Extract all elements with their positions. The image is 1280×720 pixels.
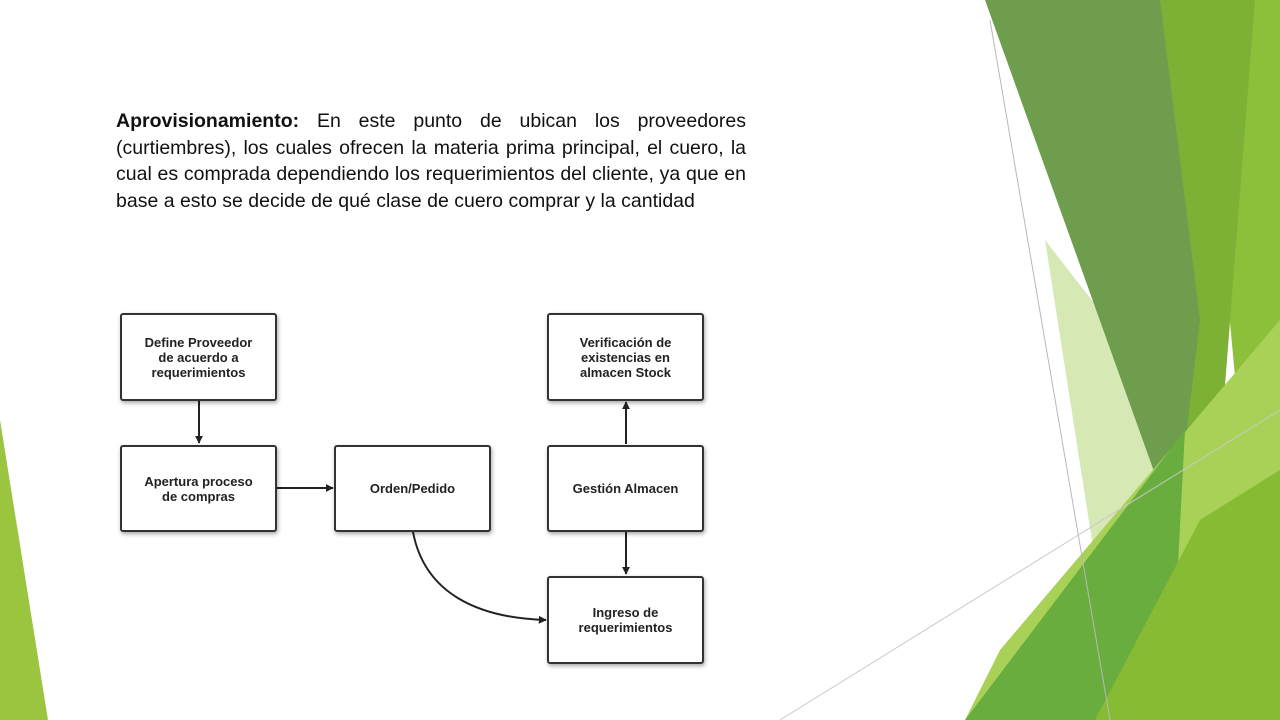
node-apertura-compras-label: Apertura proceso de compras bbox=[144, 473, 253, 504]
node-define-proveedor-label: Define Proveedor de acuerdo a requerimientos bbox=[144, 334, 253, 380]
paragraph-body: En este punto de ubican los proveedores (curtiembres), los cuales ofrecen la materia prima principal, el cuero, la cual es comprada dependiendo los requerimientos del cliente, ya que en base a esto se decide de qué clase de cuero comprar y la cantidad bbox=[116, 110, 746, 212]
node-apertura-compras bbox=[120, 445, 277, 532]
node-define-proveedor bbox=[120, 313, 277, 401]
node-verificacion-existencias-label: Verificación de existencias en almacen Stock bbox=[579, 334, 672, 380]
node-ingreso-requerimientos bbox=[547, 576, 704, 664]
arrow-orden-to-ingreso bbox=[413, 532, 546, 620]
node-verificacion-existencias bbox=[547, 313, 704, 401]
node-gestion-almacen-label: Gestión Almacen bbox=[572, 481, 679, 496]
node-orden-pedido bbox=[334, 445, 491, 532]
node-orden-pedido-label: Orden/Pedido bbox=[369, 481, 456, 496]
paragraph-heading: Aprovisionamiento: bbox=[116, 110, 300, 132]
node-ingreso-requerimientos-label: Ingreso de requerimientos bbox=[578, 605, 673, 635]
node-gestion-almacen bbox=[547, 445, 704, 532]
